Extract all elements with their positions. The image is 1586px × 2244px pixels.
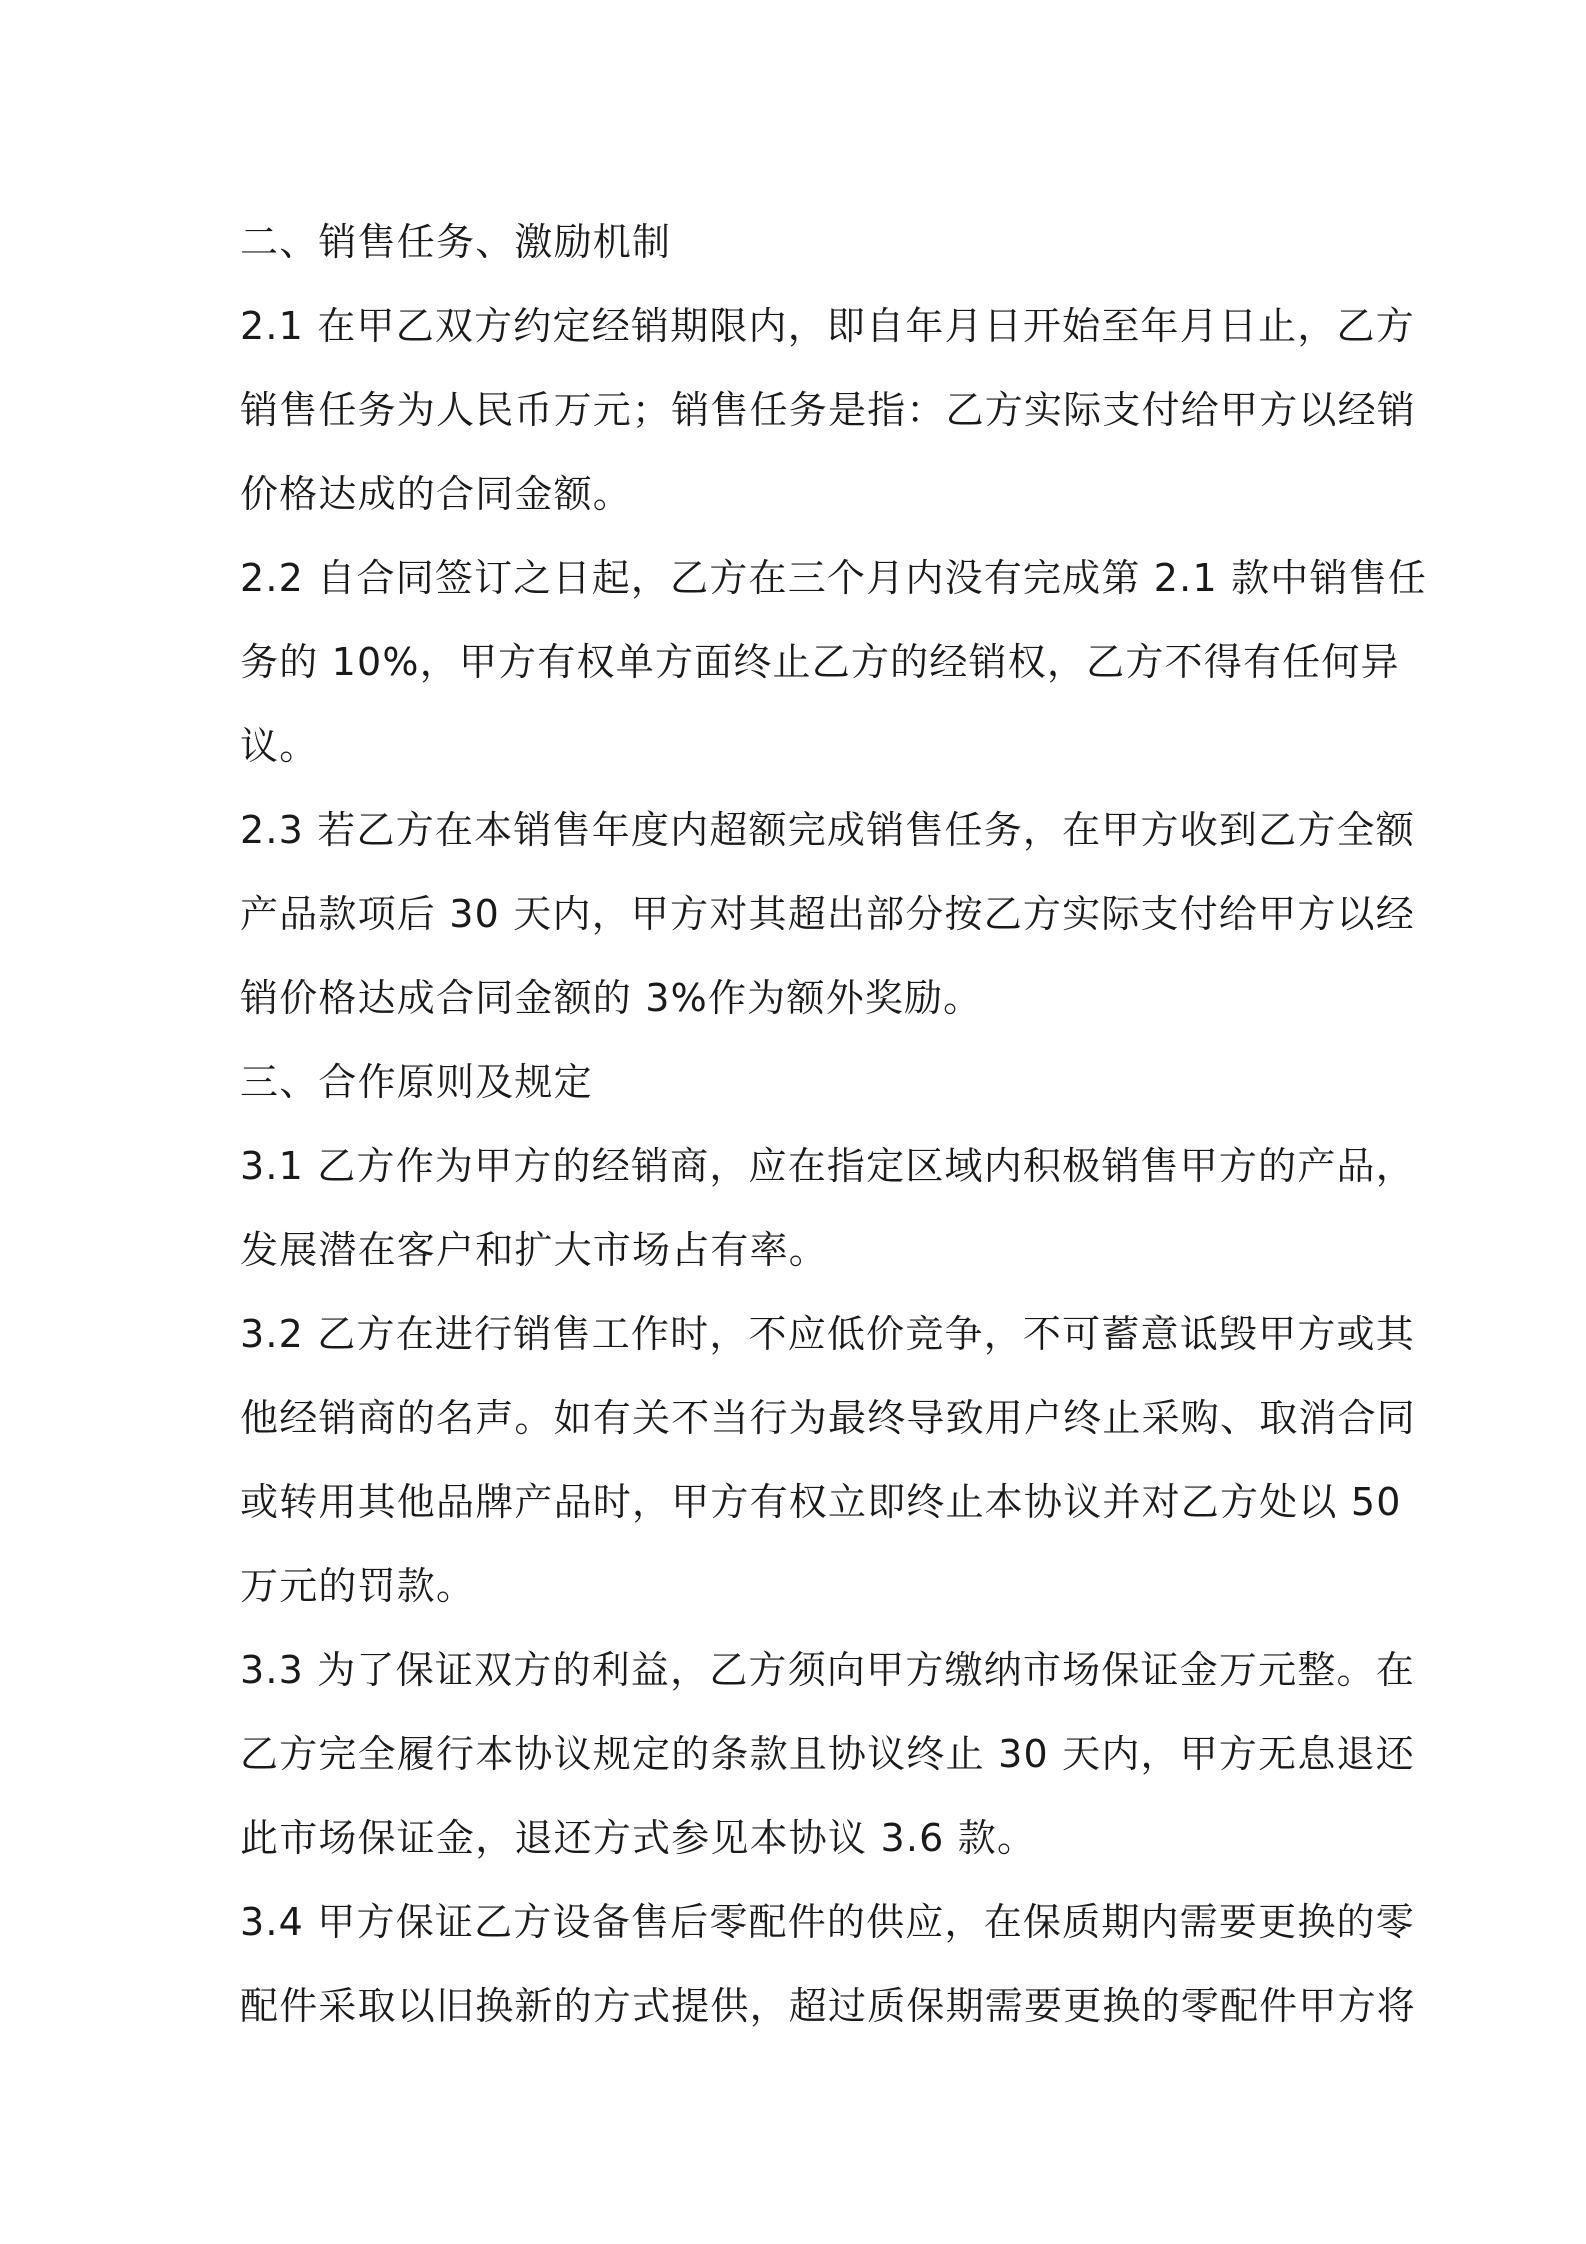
clause-2-2-line-3: 议。	[240, 724, 319, 768]
clause-3-2-line-2: 他经销商的名声。如有关不当行为最终导致用户终止采购、取消合同	[240, 1396, 1417, 1440]
clause-3-4-line-2: 配件采取以旧换新的方式提供，超过质保期需要更换的零配件甲方将	[240, 1984, 1417, 2028]
document-body	[240, 200, 1428, 2048]
clause-3-3-line-3: 此市场保证金，退还方式参见本协议 3.6 款。	[240, 1816, 1037, 1860]
clause-2-3-line-2: 产品款项后 30 天内，甲方对其超出部分按乙方实际支付给甲方以经	[240, 892, 1415, 936]
clause-3-4-line-1: 3.4 甲方保证乙方设备售后零配件的供应，在保质期内需要更换的零	[240, 1900, 1415, 1944]
clause-2-3-line-1: 2.3 若乙方在本销售年度内超额完成销售任务，在甲方收到乙方全额	[240, 808, 1415, 852]
clause-3-1-line-2: 发展潜在客户和扩大市场占有率。	[240, 1228, 829, 1272]
clause-2-1-line-3: 价格达成的合同金额。	[240, 472, 633, 516]
clause-3-3-line-1: 3.3 为了保证双方的利益，乙方须向甲方缴纳市场保证金万元整。在	[240, 1648, 1415, 1692]
section-heading-3: 三、合作原则及规定	[240, 1060, 593, 1104]
clause-3-2-line-1: 3.2 乙方在进行销售工作时，不应低价竞争，不可蓄意诋毁甲方或其	[240, 1312, 1415, 1356]
clause-2-1-line-1: 2.1 在甲乙双方约定经销期限内，即自年月日开始至年月日止，乙方	[240, 304, 1415, 348]
clause-2-1-line-2: 销售任务为人民币万元；销售任务是指：乙方实际支付给甲方以经销	[240, 388, 1417, 432]
clause-2-2-line-1: 2.2 自合同签订之日起，乙方在三个月内没有完成第 2.1 款中销售任	[240, 556, 1428, 600]
clause-2-2-line-2: 务的 10%，甲方有权单方面终止乙方的经销权，乙方不得有任何异	[240, 640, 1400, 684]
section-heading-2: 二、销售任务、激励机制	[240, 220, 672, 264]
clause-3-2-line-3: 或转用其他品牌产品时，甲方有权立即终止本协议并对乙方处以 50	[240, 1480, 1402, 1524]
clause-3-3-line-2: 乙方完全履行本协议规定的条款且协议终止 30 天内，甲方无息退还	[240, 1732, 1415, 1776]
clause-3-2-line-4: 万元的罚款。	[240, 1564, 476, 1608]
clause-2-3-line-3: 销价格达成合同金额的 3%作为额外奖励。	[240, 976, 983, 1020]
clause-3-1-line-1: 3.1 乙方作为甲方的经销商，应在指定区域内积极销售甲方的产品，	[240, 1144, 1415, 1188]
